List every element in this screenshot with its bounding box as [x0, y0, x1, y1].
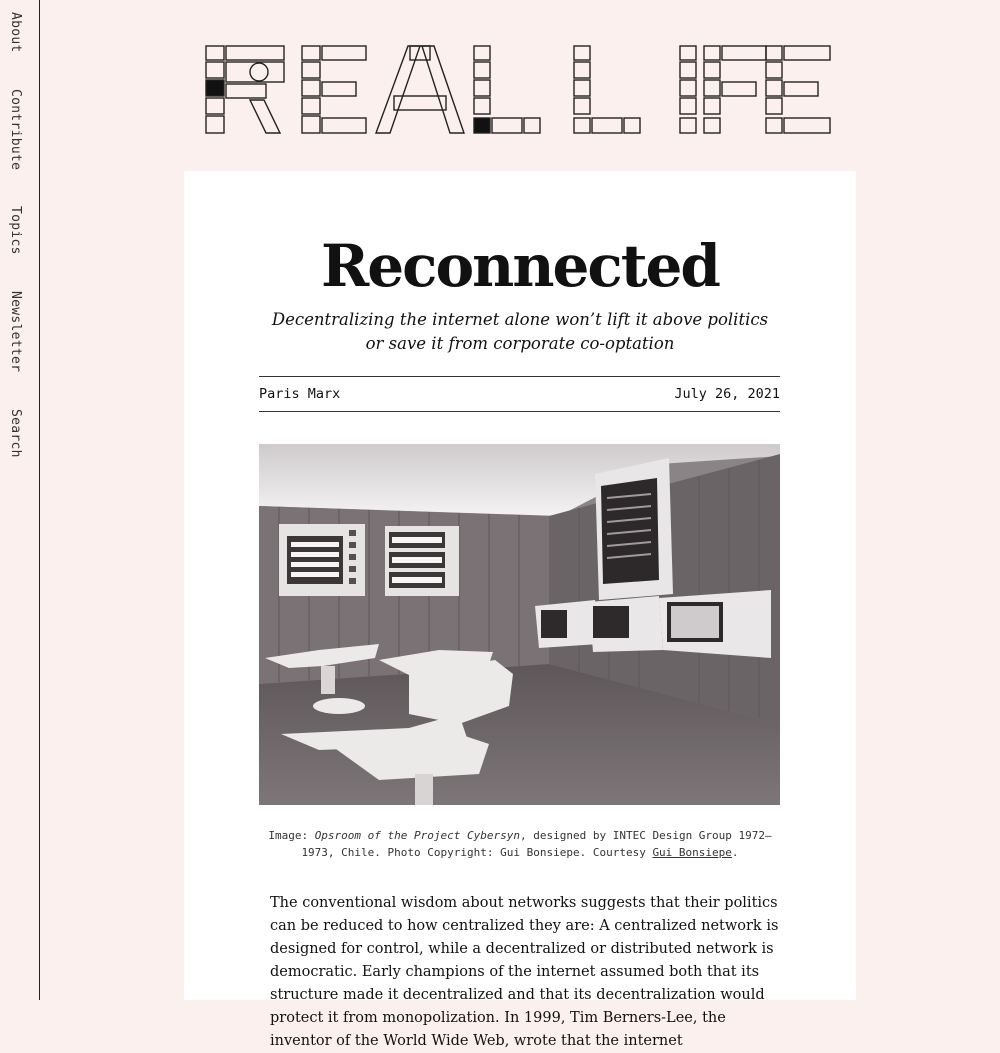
nav-newsletter-link[interactable]: Newsletter	[8, 291, 23, 373]
image-caption	[264, 827, 776, 861]
nav-items	[8, 12, 23, 485]
article-body-paragraph: The conventional wisdom about networks suggests that their politics can be reduced to how centralized they are: A centralized network is designed for control, while a decentralized or distributed network is democratic. Early champions of the internet assumed both that its structure made it decentralized and that its decentralization would protect it from monopolization. In 1999, Tim Berners-Lee, the inventor of the World Wide Web, wrote that the internet	[270, 894, 779, 1049]
caption-credit: , designed by INTEC Design Group 1972–1973, Chile. Photo Copyright: Gui Bonsiepe. Courtesy	[301, 829, 772, 859]
opsroom-photo-illustration	[259, 444, 780, 805]
site-logo[interactable]	[204, 44, 834, 136]
nav-topics-link[interactable]: Topics	[8, 206, 23, 255]
article-card	[184, 171, 856, 1049]
caption-prefix: Image:	[268, 829, 315, 842]
article-hero-image	[259, 444, 780, 805]
author-name[interactable]: Paris Marx	[259, 386, 341, 402]
publish-date: July 26, 2021	[674, 386, 780, 402]
nav-contribute-link[interactable]: Contribute	[8, 88, 23, 171]
side-navigation	[0, 0, 40, 1000]
nav-about-link[interactable]: About	[8, 12, 23, 53]
article-dek: Decentralizing the internet alone won’t lift it above politics or save it from corporate co-optation	[271, 309, 769, 353]
caption-suffix: .	[731, 846, 739, 859]
byline-bar	[259, 376, 780, 412]
caption-credit-link[interactable]: Gui Bonsiepe	[652, 846, 732, 859]
caption-work-title: Opsroom of the Project Cybersyn	[314, 829, 520, 842]
nav-search-link[interactable]: Search	[8, 408, 23, 458]
logo-wordmark-graphic	[204, 44, 834, 136]
article-title: Reconnected	[321, 231, 719, 300]
